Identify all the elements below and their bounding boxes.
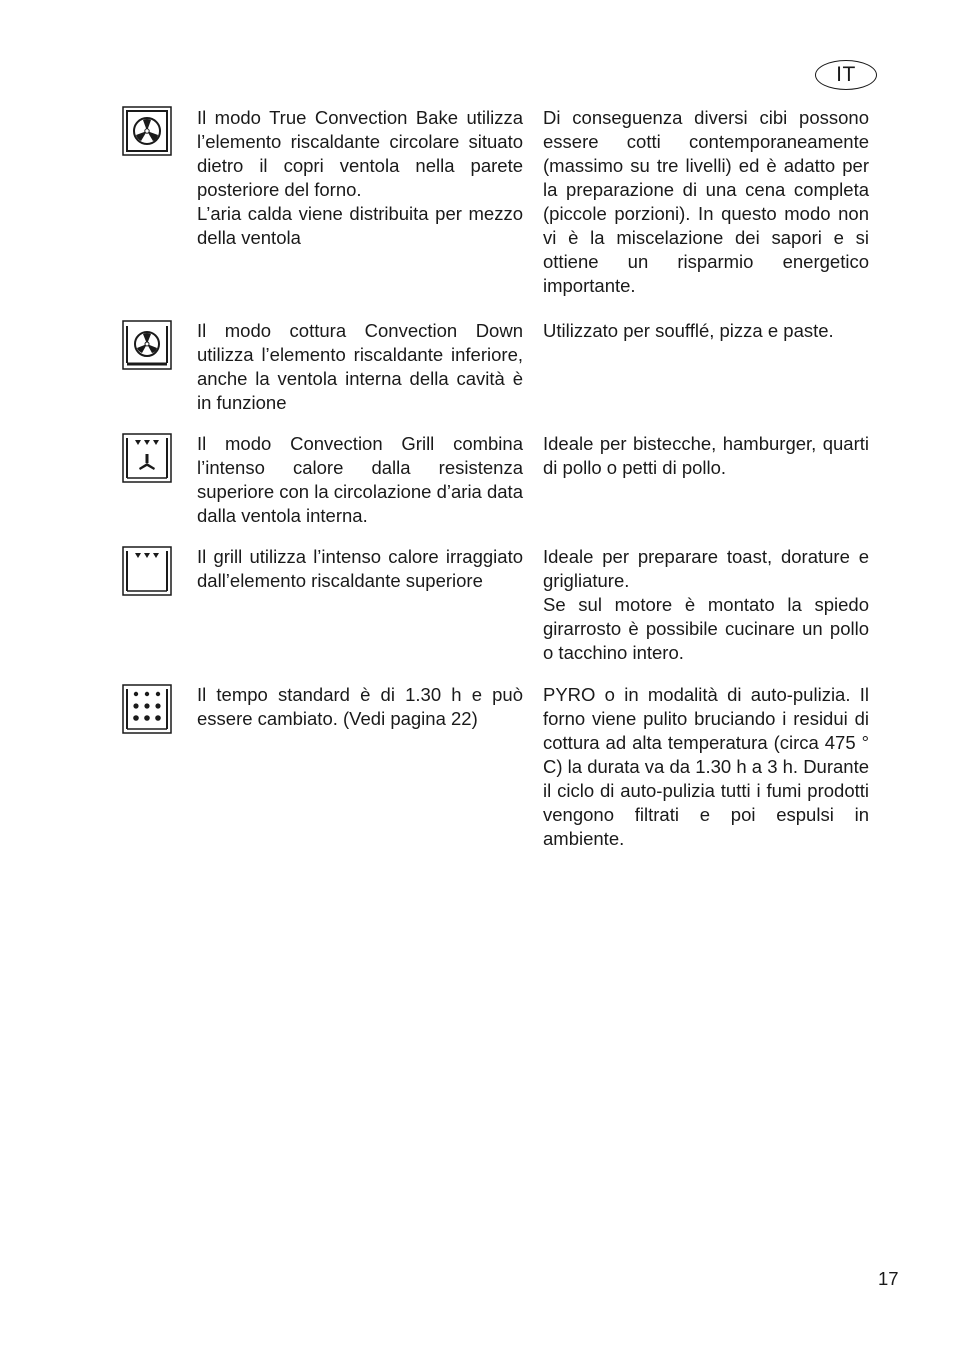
grill-icon xyxy=(122,546,172,596)
language-badge: IT xyxy=(815,60,877,90)
mode-description: Il modo True Convection Bake utilizza l’elemento riscaldante circolare situato dietro il copri ventola nella parete posteriore del forno. L’aria calda viene distribuita per mezzo della ventola xyxy=(197,107,523,248)
mode-usage: PYRO o in modalità di auto-pulizia. Il forno viene pulito bruciando i residui di cottura ad alta temperatura (circa 475 ° C) la durata va da 1.30 h a 3 h. Durante il ciclo di auto-pulizia tutti i fumi prodotti vengono filtrati e poi espulsi in ambiente. xyxy=(543,684,870,849)
mode-usage: Utilizzato per soufflé, pizza e paste. xyxy=(543,320,834,341)
convection-down-icon xyxy=(122,320,172,370)
true-convection-bake-icon xyxy=(122,106,172,156)
pyro-self-clean-icon xyxy=(122,684,172,734)
convection-grill-icon xyxy=(122,433,172,483)
mode-description: Il modo Convection Grill combina l’intenso calore dalla resistenza superiore con la circolazione d’aria data dalla ventola interna. xyxy=(197,433,523,526)
mode-description: Il grill utilizza l’intenso calore irraggiato dall’elemento riscaldante superiore xyxy=(197,546,523,591)
mode-description: Il tempo standard è di 1.30 h e può essere cambiato. (Vedi pagina 22) xyxy=(197,684,523,729)
page-number: 17 xyxy=(878,1268,899,1289)
mode-description: Il modo cottura Convection Down utilizza l’elemento riscaldante inferiore, anche la ventola interna della cavità è in funzione xyxy=(197,320,523,413)
mode-usage: Ideale per preparare toast, dorature e grigliature. Se sul motore è montato la spiedo girarrosto è possibile cucinare un pollo o tacchino intero. xyxy=(543,546,869,663)
mode-usage: Di conseguenza diversi cibi possono essere cotti contemporaneamente (massimo su tre livelli) ed è adatto per la preparazione di una cena completa (piccole porzioni). In questo modo non vi è la miscelazione dei sapori e si ottiene un risparmio energetico importante. xyxy=(543,107,869,296)
mode-usage: Ideale per bistecche, hamburger, quarti di pollo o petti di pollo. xyxy=(543,433,869,478)
